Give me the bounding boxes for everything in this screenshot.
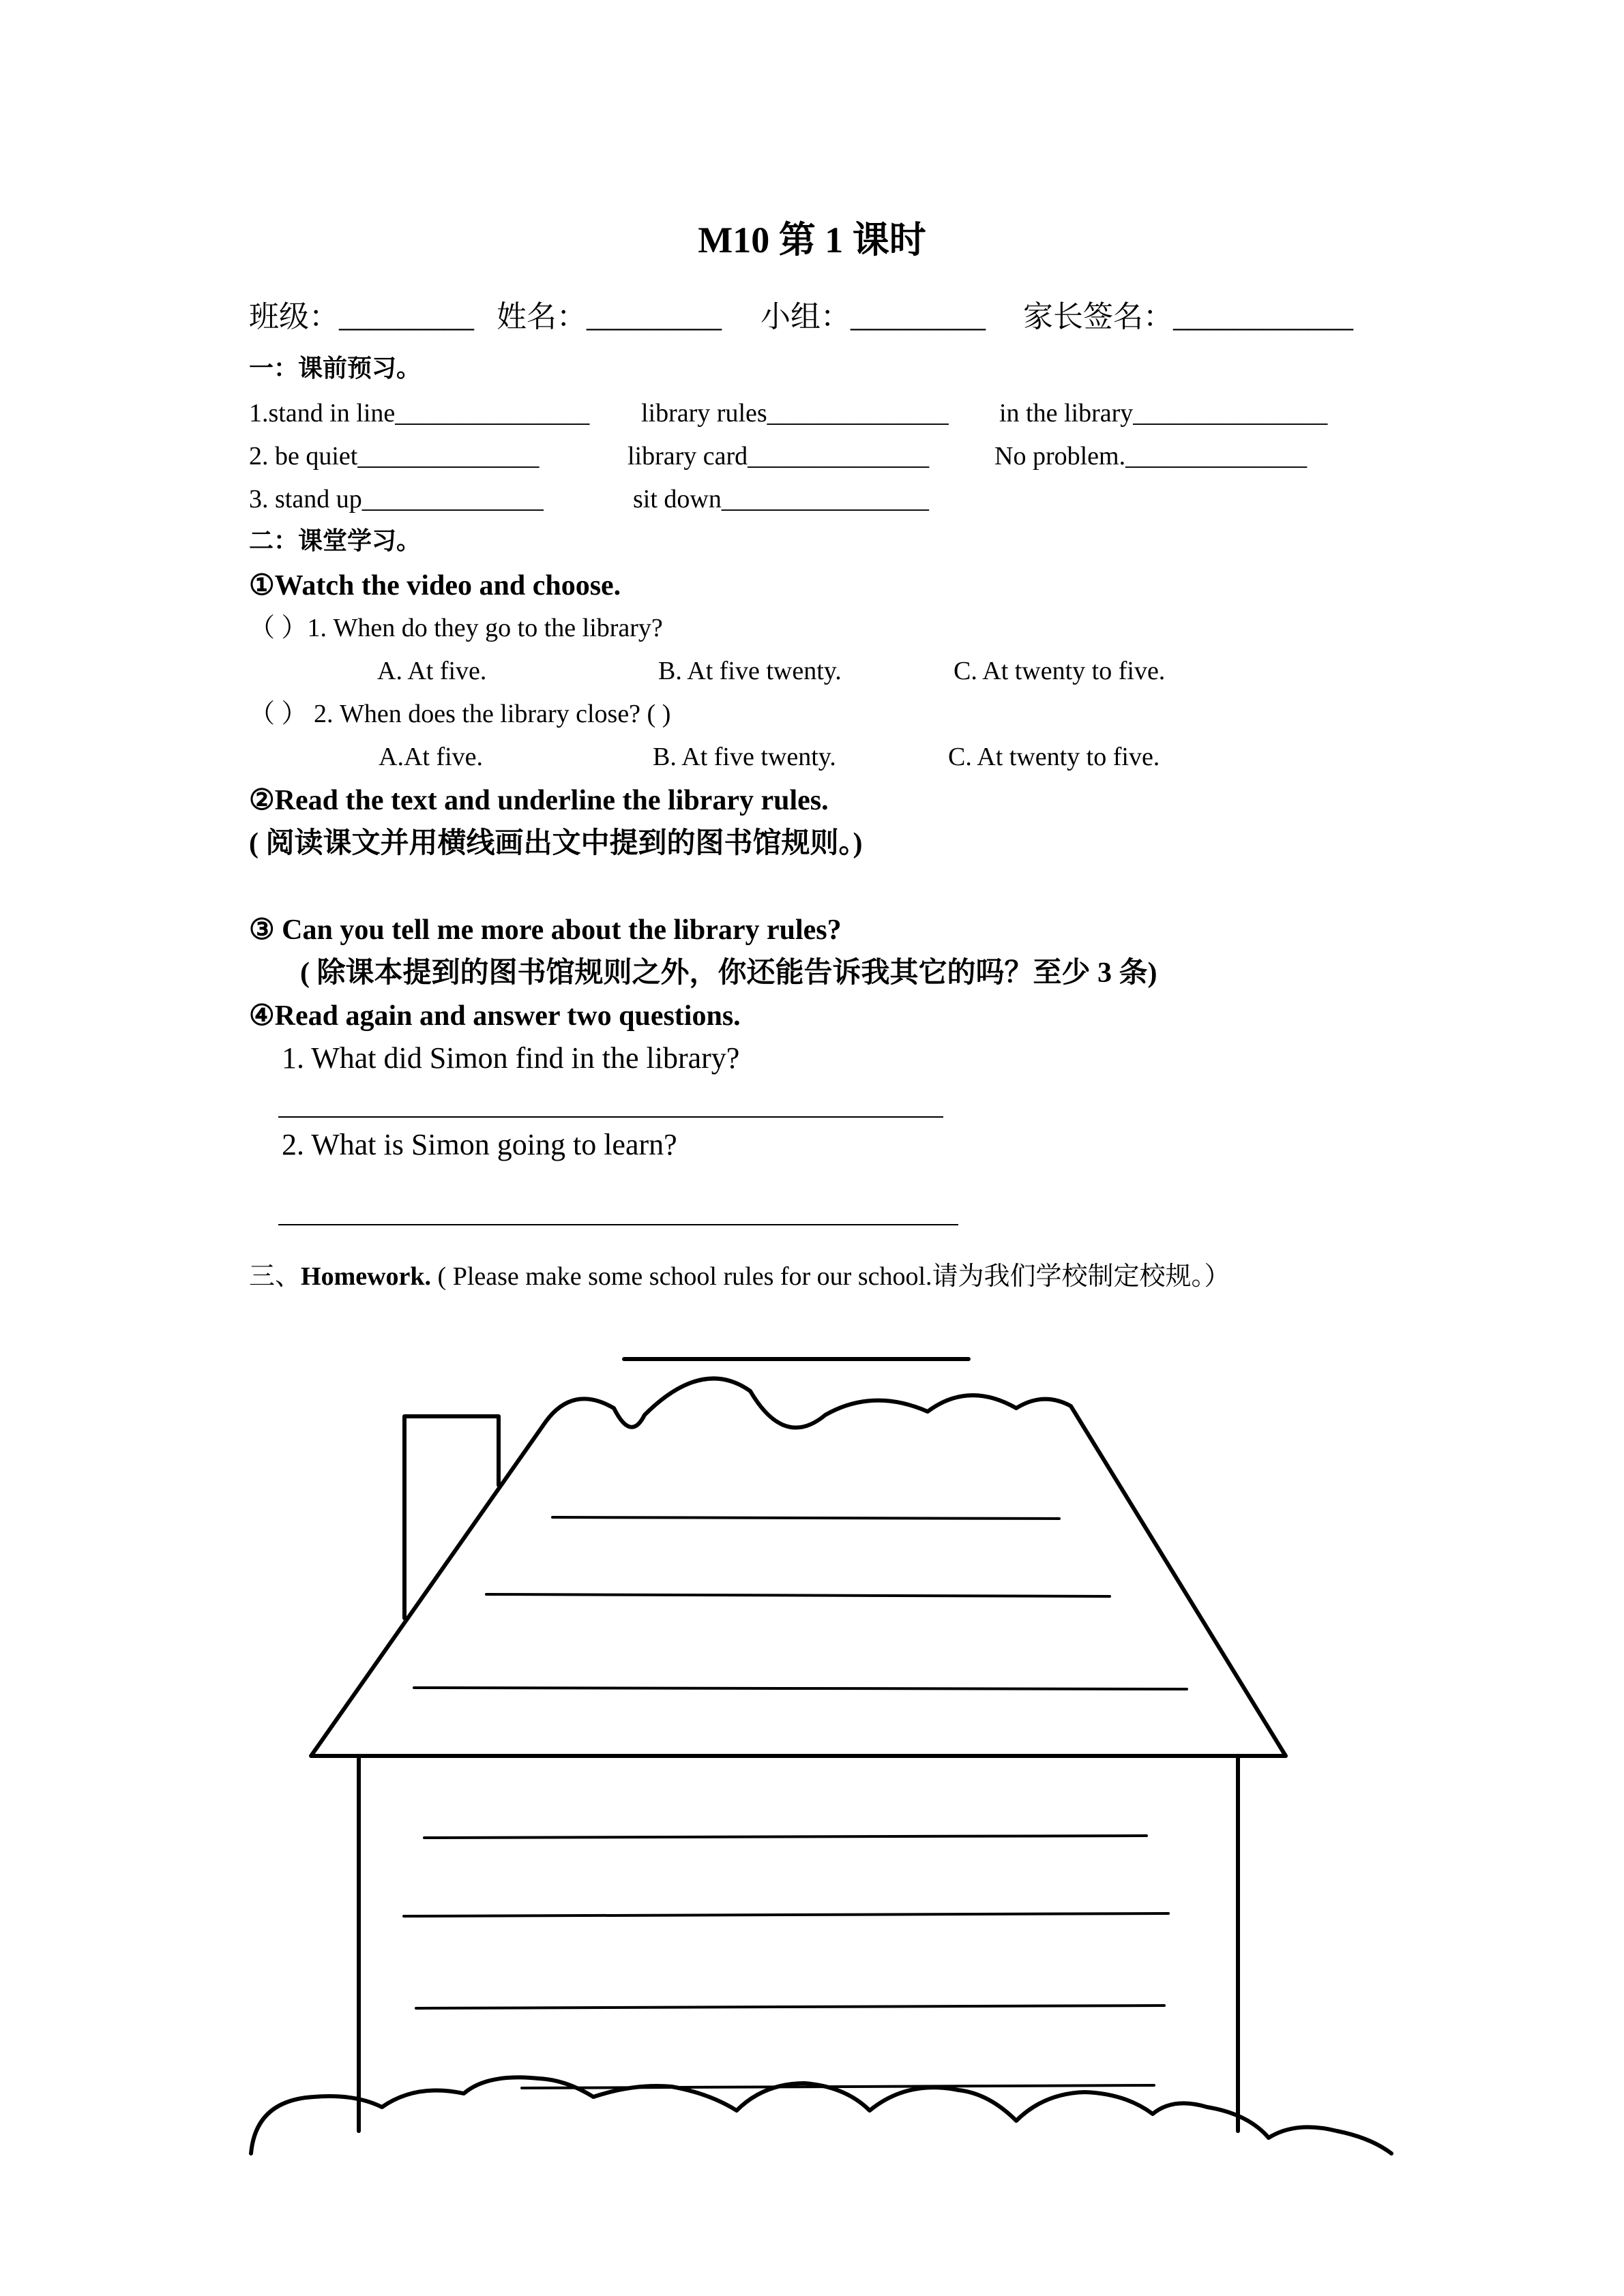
name-label: 姓名： [497, 300, 587, 333]
vocab-item[interactable]: in the library_______________ [999, 399, 1328, 428]
page-title: M10 第 1 课时 [698, 220, 926, 260]
bushes [251, 2077, 1391, 2153]
q2-option-a[interactable]: A.At five. [379, 743, 484, 771]
question-1: （ ）1. When do they go to the library? [249, 614, 663, 642]
wall-line-3 [416, 2006, 1164, 2008]
vocab-item[interactable]: No problem.______________ [994, 442, 1308, 471]
wall-line-1 [424, 1836, 1147, 1838]
section-1-heading: 一：课前预习。 [249, 355, 422, 382]
vocab-item[interactable]: library rules______________ [641, 399, 949, 428]
roof-line-2 [486, 1594, 1110, 1596]
chimney [404, 1416, 499, 1618]
roof [311, 1378, 1286, 1756]
vocab-item[interactable]: 1.stand in line_______________ [249, 399, 590, 428]
task-3-subtitle: ( 除课本提到的图书馆规则之外，你还能告诉我其它的吗？至少 3 条) [300, 957, 1157, 989]
q1-option-c[interactable]: C. At twenty to five. [954, 657, 1166, 685]
vocab-item[interactable]: sit down________________ [633, 485, 929, 513]
task-4-question-1: 1. What did Simon find in the library? [282, 1041, 740, 1075]
homework-instruction: ( Please make some school rules for our school.请为我们学校制定校规。） [431, 1262, 1230, 1291]
parent-sign-blank[interactable]: ____________ [1173, 300, 1353, 333]
task-4-title: ④Read again and answer two questions. [249, 1000, 741, 1032]
group-blank[interactable]: _________ [851, 300, 986, 333]
group-label: 小组： [761, 300, 851, 333]
question-2: （ ） 2. When does the library close? ( ) [249, 700, 671, 728]
task-1-title: ①Watch the video and choose. [249, 570, 621, 601]
q2-option-b[interactable]: B. At five twenty. [653, 743, 836, 771]
vocab-item[interactable]: 3. stand up______________ [249, 485, 544, 513]
class-label: 班级： [249, 300, 339, 333]
q1-option-a[interactable]: A. At five. [377, 657, 487, 685]
homework-prefix: 三、 [249, 1262, 301, 1291]
task-2-title: ②Read the text and underline the library rules. [249, 785, 829, 816]
vocab-item[interactable]: library card______________ [628, 442, 930, 471]
q1-option-b[interactable]: B. At five twenty. [658, 657, 842, 685]
task-3-title: ③ Can you tell me more about the library rules? [249, 914, 842, 946]
name-blank[interactable]: _________ [587, 300, 722, 333]
q2-option-c[interactable]: C. At twenty to five. [948, 743, 1160, 771]
task-2-subtitle: ( 阅读课文并用横线画出文中提到的图书馆规则。) [249, 828, 863, 859]
wall-line-2 [404, 1913, 1168, 1916]
roof-line-3 [414, 1688, 1187, 1689]
roof-line-1 [552, 1517, 1059, 1519]
wall-line-4 [522, 2085, 1154, 2088]
class-blank[interactable]: _________ [339, 300, 474, 333]
vocab-item[interactable]: 2. be quiet______________ [249, 442, 540, 471]
task-4-question-2: 2. What is Simon going to learn? [282, 1128, 677, 1161]
section-2-heading: 二：课堂学习。 [249, 527, 422, 554]
parent-sign-label: 家长签名： [1023, 300, 1173, 333]
homework-label: Homework. [301, 1262, 432, 1291]
